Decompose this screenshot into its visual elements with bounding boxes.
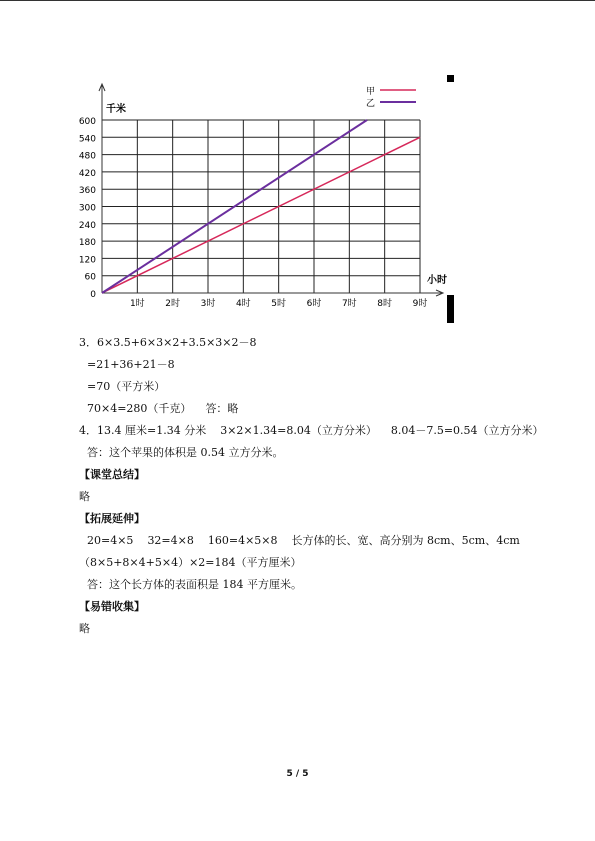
extension-eq-1: 20=4×5 <box>87 534 134 547</box>
q3-result: 70×4=280（千克） <box>87 402 192 415</box>
y-tick-label: 420 <box>78 168 96 179</box>
page-number: 5 / 5 <box>286 769 309 779</box>
extension-line-1 <box>87 532 520 548</box>
chart-axes <box>99 84 443 296</box>
q4-answer: 答：这个苹果的体积是 0.54 立方分米。 <box>87 446 284 459</box>
q3-line-2: =21+36+21－8 <box>87 358 175 371</box>
x-tick-label: 9时 <box>412 299 428 309</box>
q4-part-1: 4．13.4 厘米=1.34 分米 <box>79 424 207 437</box>
y-tick-label: 180 <box>78 238 96 249</box>
summary-text: 略 <box>79 490 90 503</box>
q4-part-2: 3×2×1.34=8.04（立方分米） <box>220 424 377 437</box>
y-axis-label: 千米 <box>106 104 126 115</box>
x-axis-label: 小时 <box>427 275 447 286</box>
mistakes-heading: 【易错收集】 <box>79 600 145 613</box>
extension-heading: 【拓展延伸】 <box>79 512 145 525</box>
y-tick-label: 240 <box>78 220 96 231</box>
y-tick-label: 120 <box>78 255 96 266</box>
summary-heading: 【课堂总结】 <box>79 468 145 481</box>
y-tick-label: 600 <box>78 117 96 127</box>
x-tick-label: 2时 <box>165 299 181 309</box>
chart-legend <box>366 86 416 109</box>
y-tick-label: 60 <box>84 272 96 283</box>
chart-grid <box>102 120 420 293</box>
y-tick-label: 540 <box>78 134 96 145</box>
q3-line-3: =70（平方米） <box>87 380 166 393</box>
x-tick-label: 7时 <box>341 299 357 309</box>
extension-eq-4: 长方体的长、宽、高分别为 8cm、5cm、4cm <box>291 534 520 547</box>
x-tick-label: 4时 <box>235 299 251 309</box>
y-tick-label: 300 <box>78 203 96 214</box>
legend-label: 乙 <box>366 99 376 109</box>
top-rule <box>0 0 595 1</box>
q3-line-1: 3．6×3.5+6×3×2+3.5×3×2－8 <box>79 336 257 349</box>
extension-line-2: （8×5+8×4+5×4）×2=184（平方厘米） <box>79 556 302 569</box>
extension-answer: 答：这个长方体的表面积是 184 平方厘米。 <box>87 578 302 591</box>
x-tick-label: 5时 <box>271 299 287 309</box>
y-tick-labels <box>79 117 96 300</box>
distance-time-chart <box>70 75 450 320</box>
q3-answer: 答：略 <box>205 402 239 415</box>
q4-line-1 <box>79 422 544 438</box>
extension-eq-3: 160=4×5×8 <box>207 534 278 547</box>
mistakes-text: 略 <box>79 622 90 635</box>
q3-line-4 <box>87 400 238 416</box>
y-tick-label: 0 <box>90 290 96 300</box>
extension-eq-2: 32=4×8 <box>147 534 194 547</box>
x-tick-label: 6时 <box>306 299 322 309</box>
x-tick-label: 3时 <box>200 299 216 309</box>
x-tick-labels <box>130 297 427 309</box>
x-tick-label: 1时 <box>129 299 145 309</box>
q4-part-3: 8.04－7.5=0.54（立方分米） <box>390 424 544 437</box>
x-tick-label: 8时 <box>377 299 393 309</box>
y-tick-label: 480 <box>78 151 96 162</box>
legend-label: 甲 <box>366 87 376 97</box>
y-tick-label: 360 <box>78 186 96 197</box>
series-line-1 <box>102 137 420 293</box>
